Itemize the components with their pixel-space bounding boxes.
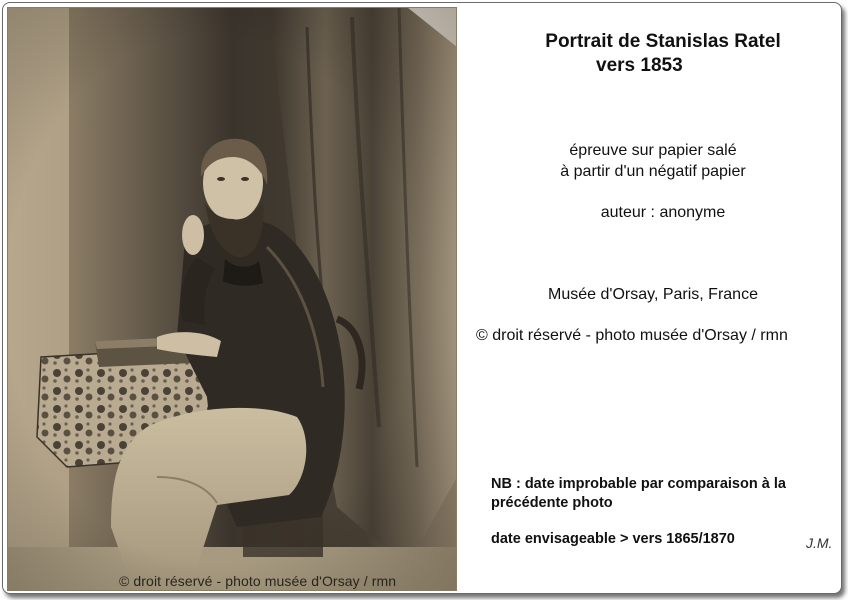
caption-note-line1: NB : date improbable par comparaison à la <box>491 476 786 492</box>
signature-initials: J.M. <box>806 535 833 551</box>
caption-museum: Musée d'Orsay, Paris, France <box>548 286 758 303</box>
portrait-photo-image <box>7 7 457 591</box>
document-card <box>2 2 842 594</box>
caption-date: vers 1853 <box>596 55 683 76</box>
caption-process-line2: à partir d'un négatif papier <box>560 163 746 180</box>
caption-author: auteur : anonyme <box>600 204 726 221</box>
caption-title: Portrait de Stanislas Ratel <box>545 31 781 52</box>
caption-note-line2: précédente photo <box>491 495 613 511</box>
caption-note-date: date envisageable > vers 1865/1870 <box>491 531 735 547</box>
photo-credit-watermark: © droit réservé - photo musée d'Orsay / rmn <box>119 573 397 589</box>
caption-process-line1: épreuve sur papier salé <box>569 142 737 159</box>
caption-rights: © droit réservé - photo musée d'Orsay / rmn <box>476 327 788 344</box>
portrait-photo <box>7 7 457 591</box>
